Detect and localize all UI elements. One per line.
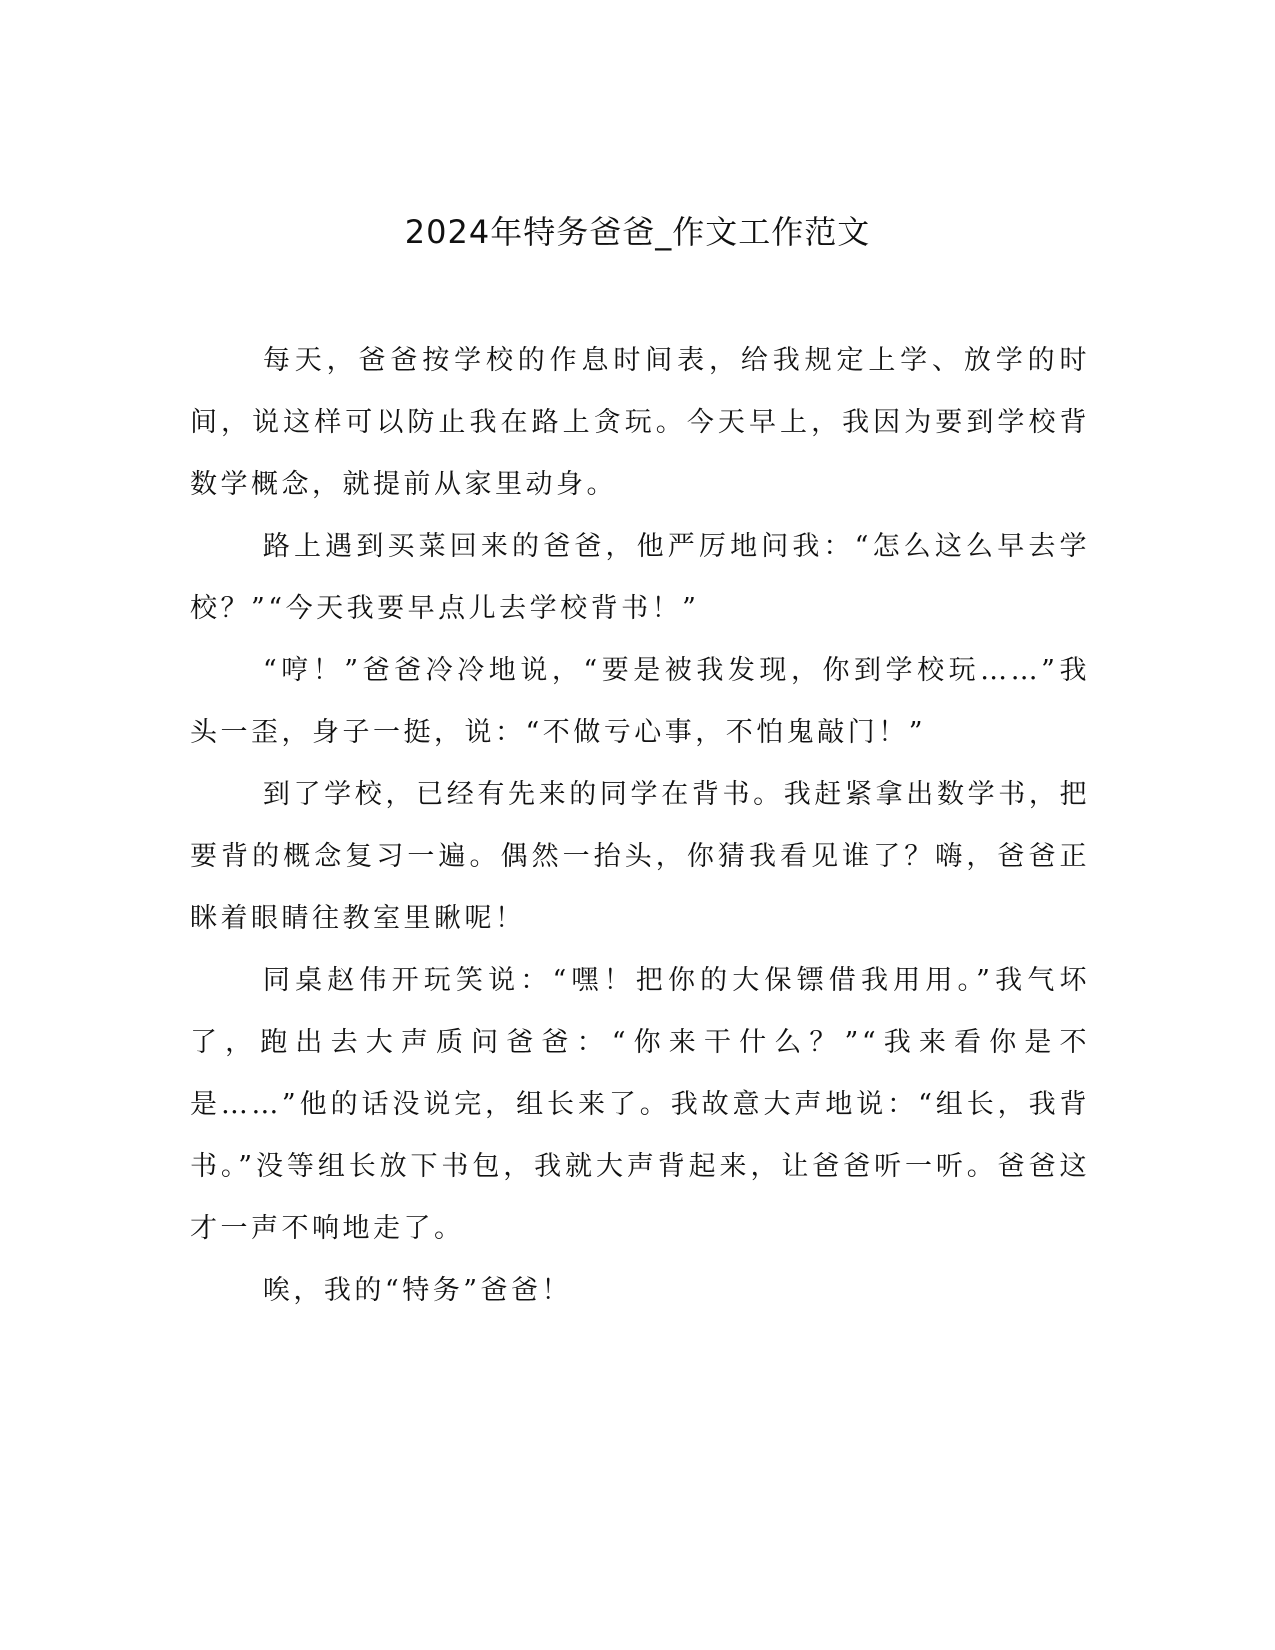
paragraph-4: 到了学校，已经有先来的同学在背书。我赶紧拿出数学书，把要背的概念复习一遍。偶然一抬头，你猜我看见谁了？嗨，爸爸正眯着眼睛往教室里瞅呢！	[190, 779, 1090, 934]
paragraph-3: “哼！”爸爸冷冷地说，“要是被我发现，你到学校玩……”我头一歪，身子一挺，说：“不做亏心事，不怕鬼敲门！”	[190, 655, 1090, 748]
document-body	[190, 330, 1090, 1322]
paragraph-5: 同桌赵伟开玩笑说：“嘿！把你的大保镖借我用用。”我气坏了，跑出去大声质问爸爸：“你来干什么？”“我来看你是不是……”他的话没说完，组长来了。我故意大声地说：“组长，我背书。”没等组长放下书包，我就大声背起来，让爸爸听一听。爸爸这才一声不响地走了。	[190, 965, 1090, 1244]
paragraph-1: 每天，爸爸按学校的作息时间表，给我规定上学、放学的时间，说这样可以防止我在路上贪玩。今天早上，我因为要到学校背数学概念，就提前从家里动身。	[190, 345, 1090, 500]
paragraph-2: 路上遇到买菜回来的爸爸，他严厉地问我：“怎么这么早去学校？”“今天我要早点儿去学校背书！”	[190, 531, 1090, 624]
document-title: 2024年特务爸爸_作文工作范文	[404, 213, 871, 251]
paragraph-6: 唉，我的“特务”爸爸！	[262, 1275, 572, 1306]
